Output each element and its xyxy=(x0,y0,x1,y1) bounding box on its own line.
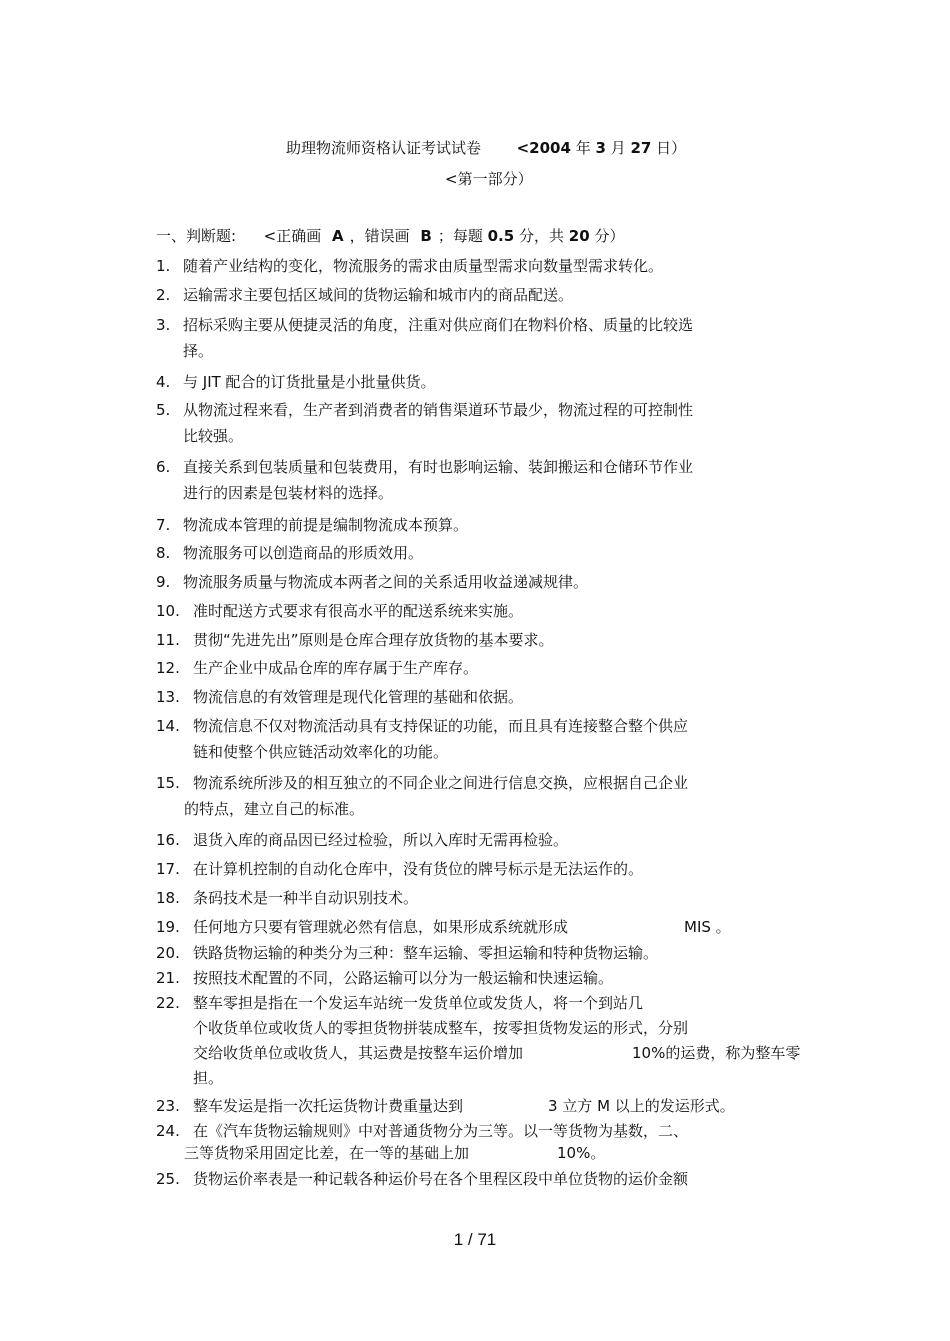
question-number: 17. xyxy=(156,860,180,878)
section-rule-1: <正确画 xyxy=(263,227,322,245)
question-number: 4. xyxy=(156,373,171,391)
question-text: 运输需求主要包括区域间的货物运输和城市内的商品配送。 xyxy=(183,286,574,304)
date-prefix: < xyxy=(516,139,530,157)
exam-day: 27 xyxy=(630,139,652,157)
answer-wrong-mark: B xyxy=(420,227,432,245)
question-number: 13. xyxy=(156,688,180,706)
question-text-continued: 三等货物采用固定比差，在一等的基础上加 xyxy=(184,1144,470,1162)
question-number: 25. xyxy=(156,1170,180,1188)
question-number: 21. xyxy=(156,969,180,987)
question-number: 8. xyxy=(156,544,171,562)
question-text: 直接关系到包装质量和包装费用，有时也影响运输、装卸搬运和仓储环节作业 xyxy=(183,458,694,476)
question-number: 1. xyxy=(156,257,171,275)
page-number: 1 / 71 xyxy=(453,1230,497,1249)
question-number: 16. xyxy=(156,831,180,849)
question-number: 23. xyxy=(156,1097,180,1115)
section-rule-3: ；每题 xyxy=(437,227,483,245)
question-text: 贯彻“先进先出”原则是仓库合理存放货物的基本要求。 xyxy=(193,631,554,649)
month-unit: 月 xyxy=(610,139,626,157)
question-number: 3. xyxy=(156,316,171,334)
question-text: 货物运价率表是一种记载各种运价号在各个里程区段中单位货物的运价金额 xyxy=(193,1170,689,1188)
answer-correct-mark: A xyxy=(331,227,344,245)
question-text: 整车零担是指在一个发运车站统一发货单位或发货人，将一个到站几 xyxy=(193,994,644,1012)
question-text-continued: 择。 xyxy=(183,342,214,360)
question-text: 物流信息的有效管理是现代化管理的基础和依据。 xyxy=(193,688,524,706)
section-header xyxy=(156,227,624,245)
question-number: 2. xyxy=(156,286,171,304)
question-text: 物流系统所涉及的相互独立的不同企业之间进行信息交换，应根据自己企业 xyxy=(193,774,689,792)
section-rule-4: 分，共 xyxy=(518,227,564,245)
question-number: 20. xyxy=(156,944,180,962)
question-number: 11. xyxy=(156,631,180,649)
exam-subtitle: <第一部分） xyxy=(445,170,533,188)
exam-title-text: 助理物流师资格认证考试试卷 xyxy=(286,139,482,157)
score-per-question: 0.5 xyxy=(487,227,515,245)
exam-year: 2004 xyxy=(529,139,571,157)
question-text: 物流服务可以创造商品的形质效用。 xyxy=(183,544,424,562)
question-text: 与 JIT 配合的订货批量是小批量供货。 xyxy=(183,373,436,391)
day-unit: 日） xyxy=(656,139,687,157)
exam-month: 3 xyxy=(595,139,606,157)
question-text: 在《汽车货物运输规则》中对普通货物分为三等。以一等货物为基数，二、 xyxy=(193,1122,689,1140)
question-number: 14. xyxy=(156,717,180,735)
question-text-continued: 进行的因素是包装材料的选择。 xyxy=(183,484,394,502)
question-text: 物流服务质量与物流成本两者之间的关系适用收益递减规律。 xyxy=(183,573,589,591)
section-rule-5: 分） xyxy=(594,227,625,245)
total-score: 20 xyxy=(568,227,590,245)
question-number: 15. xyxy=(156,774,180,792)
question-text-continued: 交给收货单位或收货人，其运费是按整车运价增加 xyxy=(193,1044,524,1062)
question-text-continued: 10%的运费，称为整车零 xyxy=(632,1044,801,1062)
question-text-continued: 10%。 xyxy=(557,1144,606,1162)
question-text-term: MIS 。 xyxy=(684,918,731,936)
question-text: 铁路货物运输的种类分为三种：整车运输、零担运输和特种货物运输。 xyxy=(193,944,659,962)
question-text: 条码技术是一种半自动识别技术。 xyxy=(193,889,419,907)
question-text-continued: 比较强。 xyxy=(183,427,244,445)
question-text-continued: 担。 xyxy=(193,1069,224,1087)
question-number: 5. xyxy=(156,401,171,419)
question-text: 随着产业结构的变化，物流服务的需求由质量型需求向数量型需求转化。 xyxy=(183,257,664,275)
question-number: 9. xyxy=(156,573,171,591)
question-text: 准时配送方式要求有很高水平的配送系统来实施。 xyxy=(193,602,524,620)
question-text-continued: 链和使整个供应链活动效率化的功能。 xyxy=(193,743,449,761)
question-number: 24. xyxy=(156,1122,180,1140)
question-text: 任何地方只要有管理就必然有信息，如果形成系统就形成 xyxy=(193,918,569,936)
question-text: 从物流过程来看，生产者到消费者的销售渠道环节最少，物流过程的可控制性 xyxy=(183,401,694,419)
question-number: 22. xyxy=(156,994,180,1012)
year-unit: 年 xyxy=(575,139,591,157)
question-text-continued: 3 立方 M 以上的发运形式。 xyxy=(548,1097,735,1115)
question-number: 18. xyxy=(156,889,180,907)
question-text: 生产企业中成品仓库的库存属于生产库存。 xyxy=(193,659,479,677)
question-text: 按照技术配置的不同，公路运输可以分为一般运输和快速运输。 xyxy=(193,969,614,987)
question-text: 退货入库的商品因已经过检验，所以入库时无需再检验。 xyxy=(193,831,569,849)
question-text: 整车发运是指一次托运货物计费重量达到 xyxy=(193,1097,464,1115)
question-text-continued: 的特点，建立自己的标准。 xyxy=(184,800,365,818)
question-text: 物流信息不仅对物流活动具有支持保证的功能，而且具有连接整合整个供应 xyxy=(193,717,689,735)
section-title: 一、判断题: xyxy=(156,227,237,245)
question-number: 19. xyxy=(156,918,180,936)
question-number: 12. xyxy=(156,659,180,677)
exam-title xyxy=(286,139,686,157)
question-number: 7. xyxy=(156,516,171,534)
section-rule-2: ，错误画 xyxy=(349,227,410,245)
question-text: 在计算机控制的自动化仓库中，没有货位的牌号标示是无法运作的。 xyxy=(193,860,644,878)
question-number: 10. xyxy=(156,602,180,620)
question-number: 6. xyxy=(156,458,171,476)
question-text: 招标采购主要从便捷灵活的角度，注重对供应商们在物料价格、质量的比较选 xyxy=(183,316,694,334)
question-text-continued: 个收货单位或收货人的零担货物拼装成整车，按零担货物发运的形式，分别 xyxy=(193,1019,689,1037)
question-text: 物流成本管理的前提是编制物流成本预算。 xyxy=(183,516,469,534)
